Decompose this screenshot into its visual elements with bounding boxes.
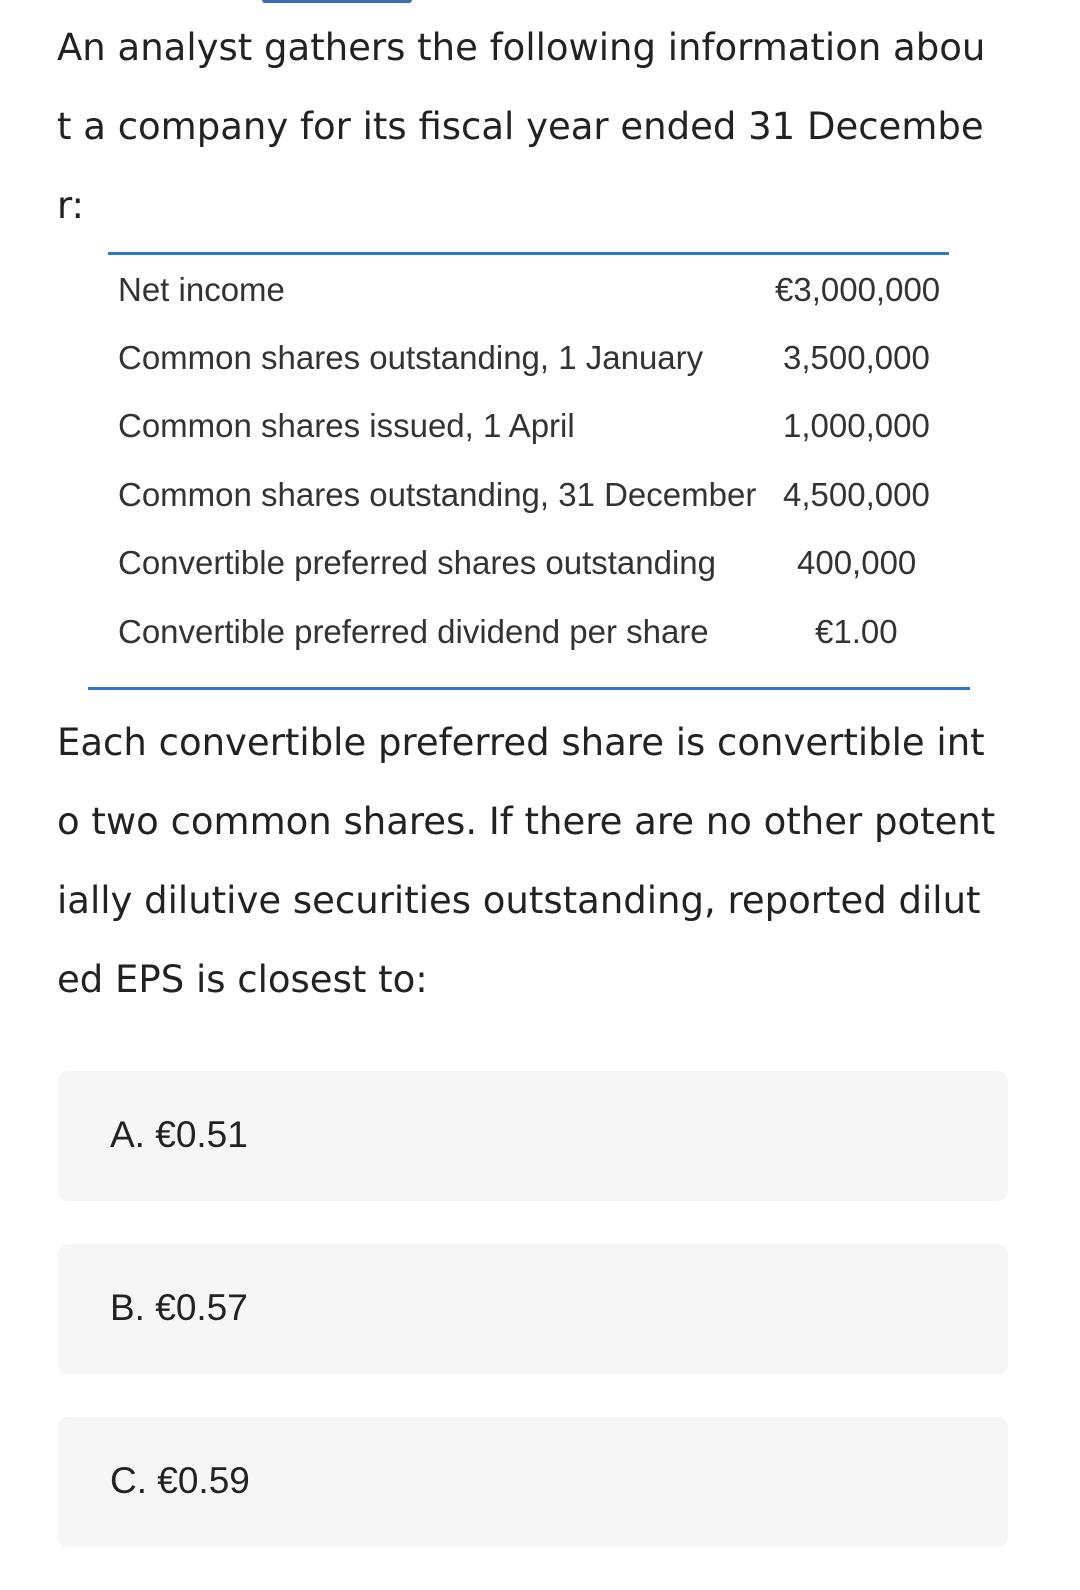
table-top-rule [108,252,949,255]
option-b-card[interactable] [58,1244,1008,1374]
question-intro-line-3: r: [57,184,85,227]
table-row-label: Convertible preferred dividend per share [118,613,709,650]
table-row-value: €1.00 [815,613,898,650]
table-row-label: Net income [118,271,285,308]
question-body-line-2: o two common shares. If there are no other potent [57,800,996,843]
option-a-label: A. €0.51 [110,1114,248,1155]
question-body-line-3: ially dilutive securities outstanding, reported dilut [57,879,981,922]
question-intro-line-2: t a company for its fiscal year ended 31 Decembe [57,105,984,148]
table-row-value: €3,000,000 [775,271,941,308]
table-row-label: Common shares outstanding, 31 December [118,476,757,513]
option-c-card[interactable] [58,1417,1008,1547]
option-a-card[interactable] [58,1071,1008,1201]
question-body-line-4: ed EPS is closest to: [57,958,428,1001]
table-bottom-rule [88,687,970,690]
table-row-label: Convertible preferred shares outstanding [118,544,717,581]
question-intro-line-1: An analyst gathers the following information abou [57,26,986,69]
table-row-value: 400,000 [797,544,917,581]
option-c-label: C. €0.59 [110,1460,250,1501]
table-row-value: 4,500,000 [783,476,930,513]
table-row-label: Common shares issued, 1 April [118,407,575,444]
question-body-line-1: Each convertible preferred share is convertible int [57,721,985,764]
option-b-label: B. €0.57 [110,1287,248,1328]
table-row-label: Common shares outstanding, 1 January [118,339,704,376]
table-row-value: 1,000,000 [783,407,930,444]
top-tab-indicator [262,0,412,3]
table-row-value: 3,500,000 [783,339,930,376]
